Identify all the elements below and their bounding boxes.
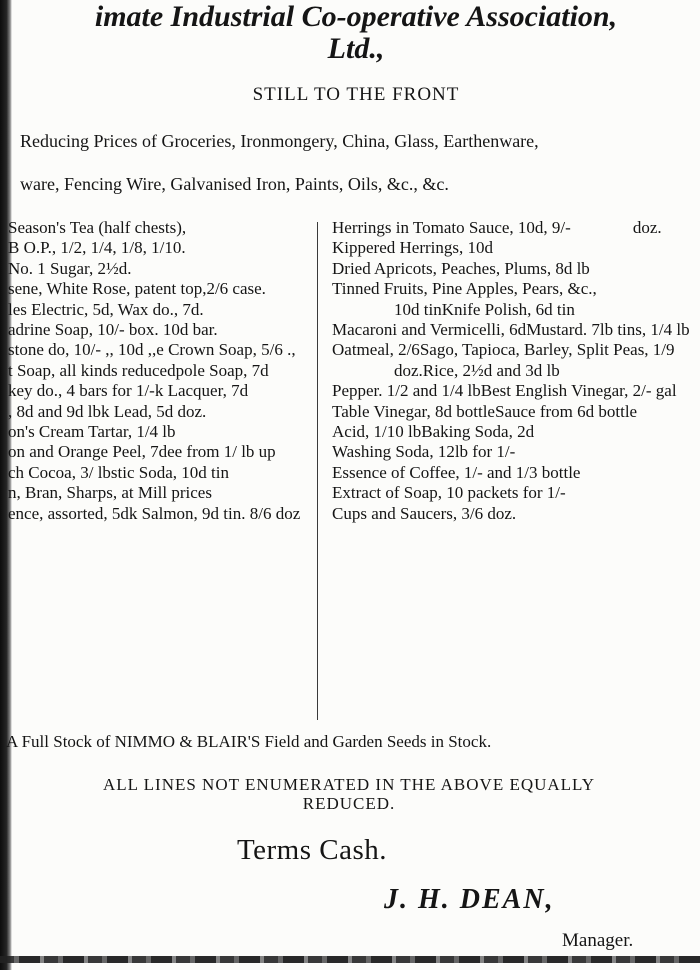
price-list-item: doz.	[394, 360, 423, 380]
price-list-item: key do., 4 bars for 1/-	[8, 381, 155, 401]
price-list-item: k Lacquer, 7d	[154, 381, 249, 401]
price-list-item: Season's Tea (half chests),	[8, 218, 187, 237]
price-list-item: Pepper. 1/2 and 1/4 lb	[332, 381, 481, 401]
price-list-item: Best English Vinegar, 2/- gal	[480, 381, 677, 401]
price-list-item: , 8d and 9d lb	[8, 401, 102, 421]
price-list-item: Kippered Herrings, 10d	[332, 238, 493, 258]
price-list-item: k Lead, 5d doz.	[101, 401, 207, 421]
price-list-item: Baking Soda, 2d	[421, 422, 535, 442]
price-list-item: 10d tin	[394, 299, 442, 319]
price-list-right-column	[332, 218, 694, 524]
seeds-stock-line: A Full Stock of NIMMO & BLAIR'S Field and Garden Seeds in Stock.	[6, 732, 492, 751]
signature-name: J. H. DEAN,	[384, 884, 555, 915]
price-list-item: Essence of Coffee, 1/- and 1/3 bottle	[332, 462, 581, 482]
price-list-item: pole Soap, 7d	[175, 360, 269, 380]
price-list-item: Tinned Fruits, Pine Apples, Pears, &c.,	[332, 279, 597, 299]
price-list-item: Rice, 2½d and 3d lb	[422, 360, 560, 380]
intro-line-2: ware, Fencing Wire, Galvanised Iron, Paints, Oils, &c., &c.	[20, 174, 449, 194]
price-list-item: Macaroni and Vermicelli, 6d	[332, 320, 527, 340]
title-line-1: imate Industrial Co-operative Association,	[94, 0, 618, 33]
price-list-item: B O.P., 1/2, 1/4, 1/8, 1/10.	[8, 238, 186, 258]
price-list-item: Extract of Soap, 10 packets for 1/-	[332, 483, 566, 503]
price-list-item: adrine Soap, 10/- box. 10d bar.	[8, 320, 218, 340]
price-list-left-column	[8, 218, 308, 524]
price-list-item: Sauce from 6d bottle	[494, 401, 638, 421]
notice-line-2: REDUCED.	[302, 794, 396, 813]
price-list-item: No. 1 Sugar, 2½d.	[8, 258, 132, 278]
column-divider	[317, 222, 318, 720]
price-list-item: ence, assorted, 5d	[8, 503, 129, 523]
price-list-item: k Salmon, 9d tin. 8/6 doz	[128, 503, 301, 523]
price-list-item: ch Cocoa, 3/ lb	[8, 462, 111, 482]
terms-heading: Terms Cash.	[236, 834, 388, 866]
price-list-item: Table Vinegar, 8d bottle	[332, 401, 495, 421]
price-list-item: Washing Soda, 12lb for 1/-	[332, 442, 516, 462]
price-list-item: ee from 1/ lb up	[167, 442, 276, 462]
price-list-item: doz.	[632, 218, 662, 237]
price-list-item: Knife Polish, 6d tin	[441, 299, 575, 319]
price-list-item: stic Soda, 10d tin	[110, 462, 229, 482]
bottom-rule	[0, 956, 700, 963]
price-list-item: on's Cream Tartar, 1/4 lb	[8, 422, 176, 442]
intro-line-1: Reducing Prices of Groceries, Ironmongery, China, Glass, Earthenware,	[20, 131, 539, 151]
notice-line-1: ALL LINES NOT ENUMERATED IN THE ABOVE EQUALLY	[102, 775, 596, 794]
subtitle: STILL TO THE FRONT	[252, 84, 460, 105]
price-list-item: Oatmeal, 2/6	[332, 340, 420, 360]
price-list-item: stone do, 10/- ,, 10d ,,	[8, 340, 157, 360]
price-list-item: n, Bran, Sharps, at Mill prices	[8, 483, 212, 503]
price-list-item: les Electric, 5d, Wax do., 7d.	[8, 299, 204, 319]
price-list-item: Dried Apricots, Peaches, Plums, 8d lb	[332, 258, 590, 278]
price-list-item: sene, White Rose, patent top,	[8, 279, 207, 299]
price-list-item: Sago, Tapioca, Barley, Split Peas, 1/9	[419, 340, 675, 360]
price-list-item: Herrings in Tomato Sauce, 10d, 9/-	[332, 218, 571, 237]
signature-role: Manager.	[562, 930, 634, 951]
price-list-item: t Soap, all kinds reduced	[8, 360, 176, 380]
price-list-item: on and Orange Peel, 7d	[8, 442, 168, 462]
price-list-item: e Crown Soap, 5/6 .,	[156, 340, 296, 360]
price-list-item: Acid, 1/10 lb	[332, 422, 422, 442]
price-list-item: 2/6 case.	[206, 279, 266, 299]
price-list-item: Mustard. 7lb tins, 1/4 lb	[526, 320, 690, 340]
title-line-2: Ltd.,	[327, 32, 385, 65]
price-list-item: Cups and Saucers, 3/6 doz.	[332, 503, 517, 523]
